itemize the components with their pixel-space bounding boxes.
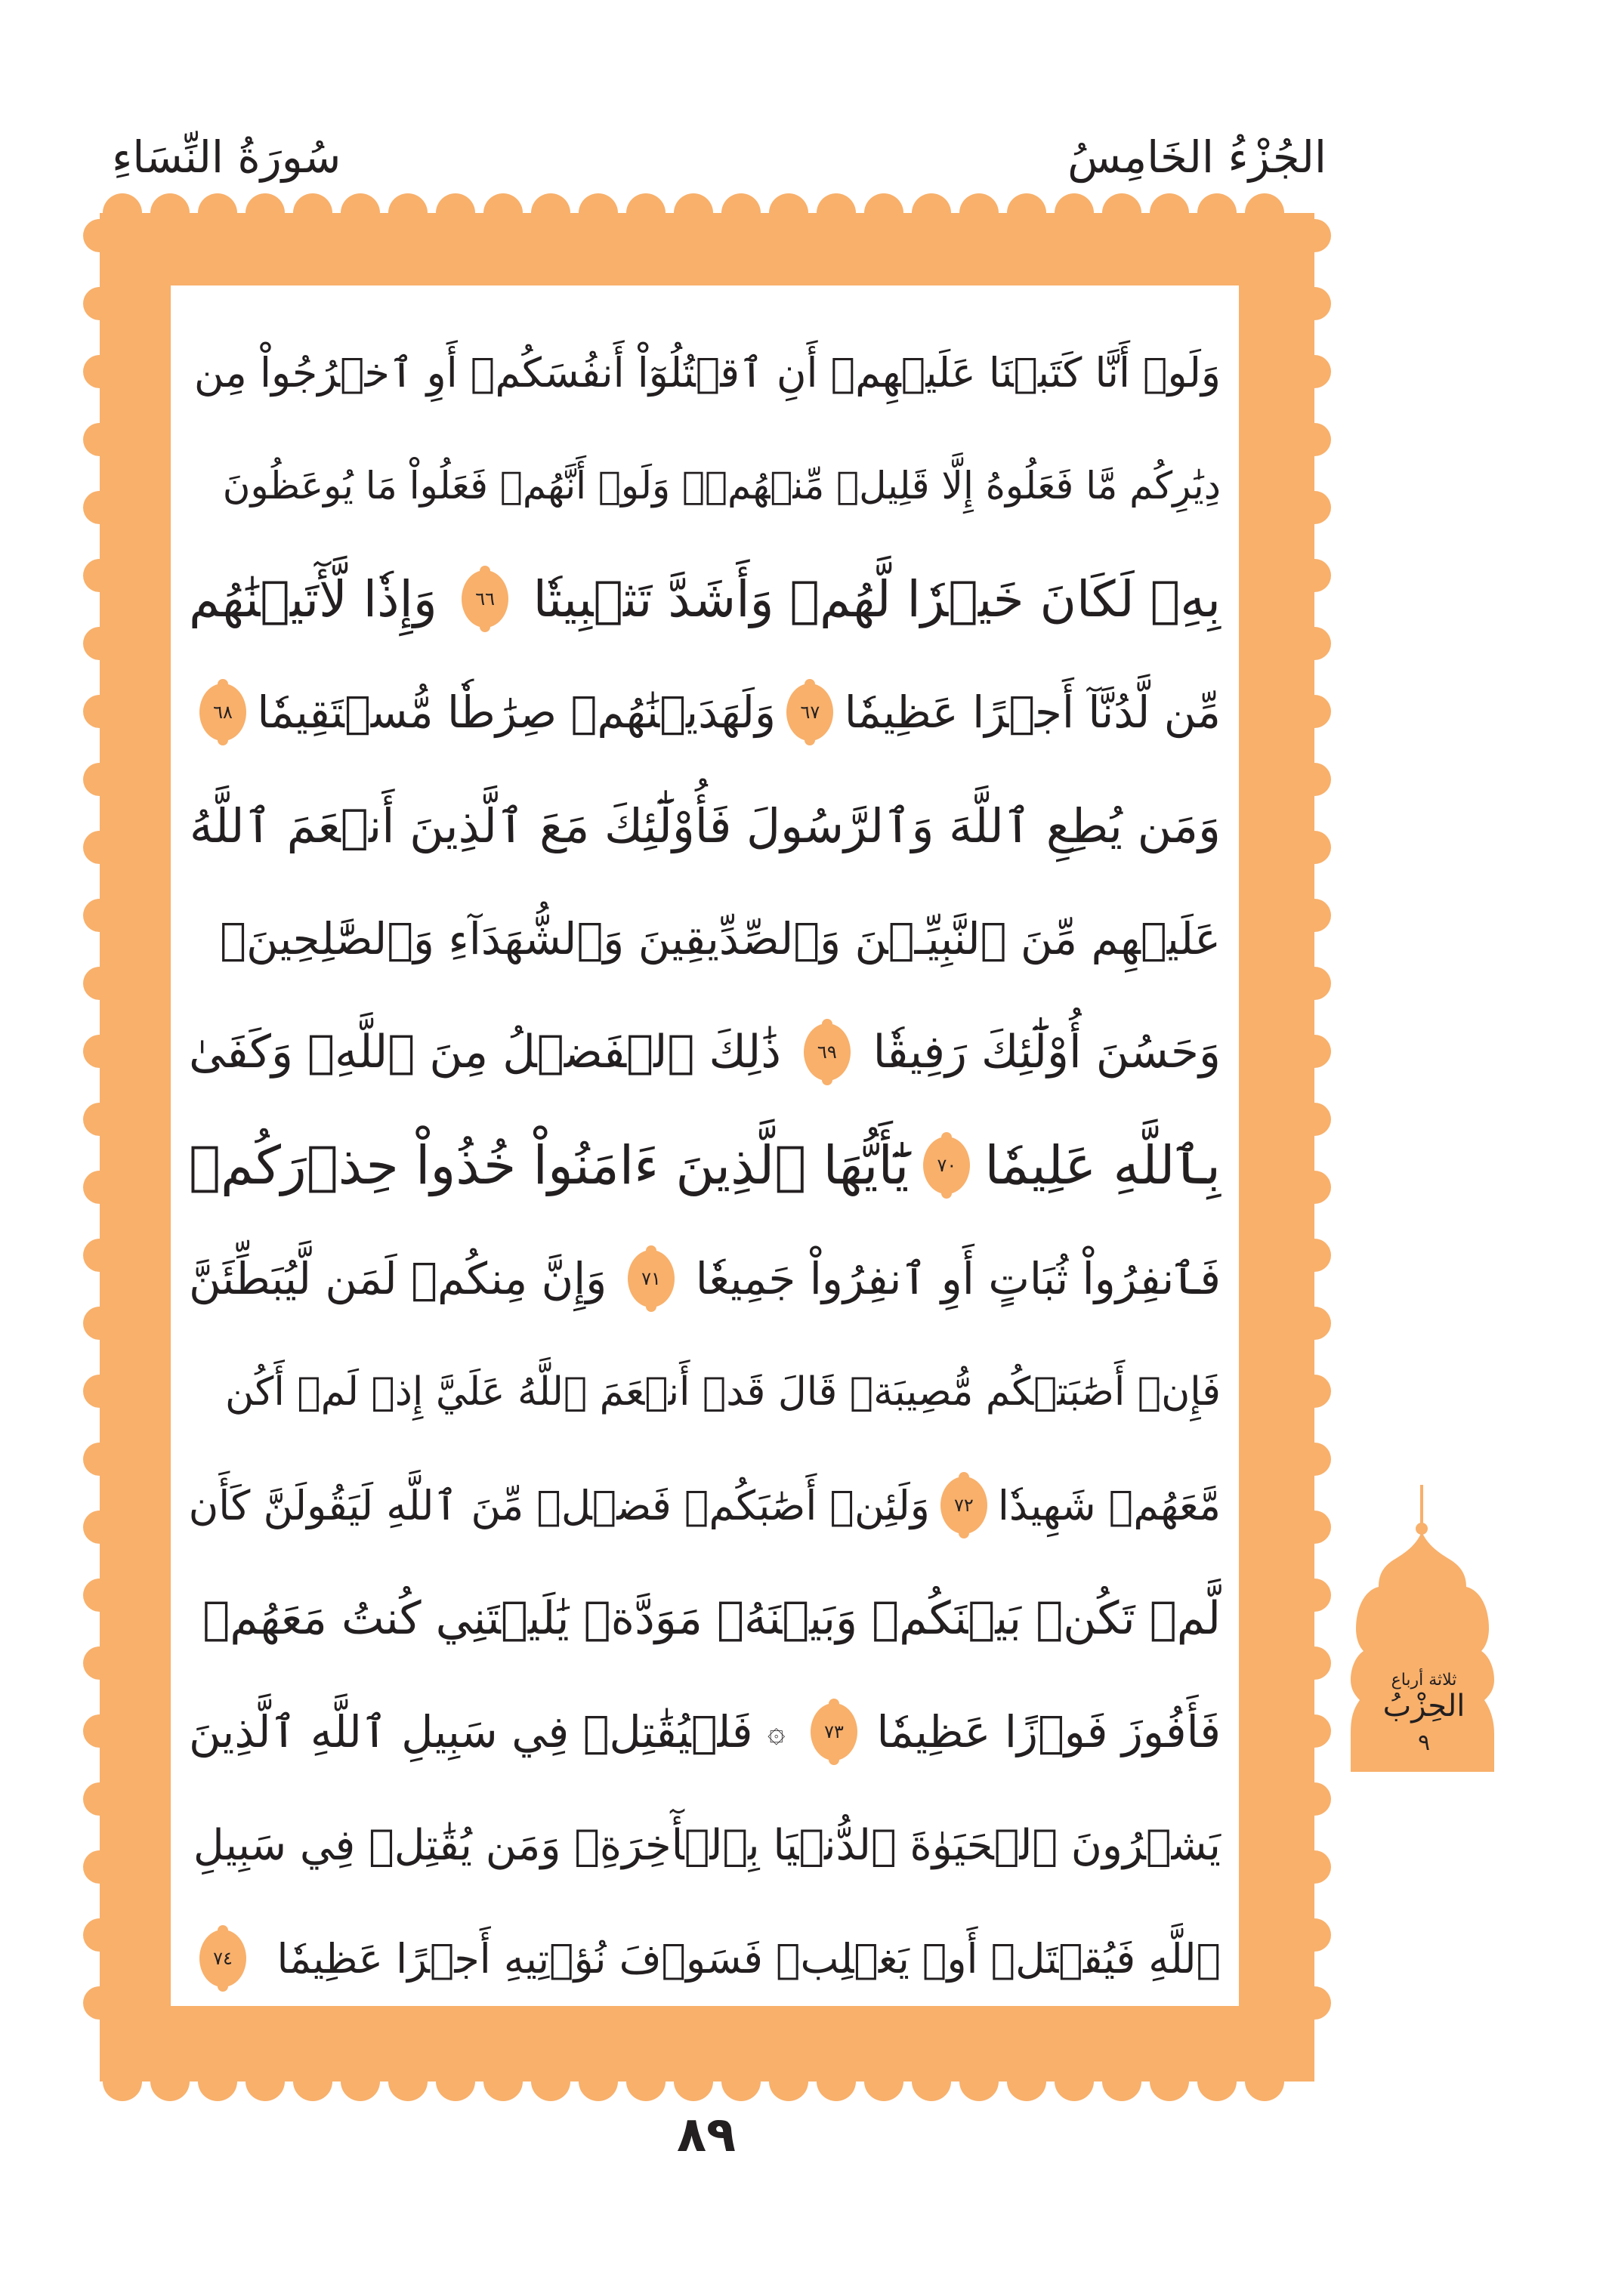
- verse-text: دِيَٰرِكُم مَّا فَعَلُوهُ إِلَّا قَلِيلٞ مِّنۡهُمۡۖ وَلَوۡ أَنَّهُمۡ فَعَلُواْ مَا يُوعَظُونَ: [222, 464, 1221, 508]
- ayah-number-marker: ٦٩: [804, 1023, 851, 1081]
- verse-text: بِٱللَّهِ عَلِيمٗا: [984, 1134, 1221, 1196]
- ayah-number-marker: ٧٣: [811, 1703, 857, 1761]
- verse-line: [189, 1675, 1221, 1788]
- verse-lines: [189, 316, 1221, 2015]
- verse-text: يَشۡرُونَ ٱلۡحَيَوٰةَ ٱلدُّنۡيَا بِٱلۡأٓخِرَةِۚ وَمَن يُقَٰتِلۡ فِي سَبِيلِ: [193, 1820, 1221, 1870]
- hizb-number: ٩: [1417, 1730, 1431, 1756]
- page-number: ٨٩: [676, 2107, 737, 2163]
- verse-line: [189, 1222, 1221, 1335]
- juz-header: الجُزْءُ الخَامِسُ: [1067, 131, 1326, 183]
- verse-text: وَلَئِنۡ أَصَٰبَكُمۡ فَضۡلٞ مِّنَ ٱللَّهِ لَيَقُولَنَّ كَأَن: [188, 1481, 930, 1529]
- verse-line: [189, 882, 1221, 995]
- verse-line: [189, 542, 1221, 656]
- ayah-number-marker: ٦٧: [786, 684, 833, 741]
- verse-text: وَإِنَّ مِنكُمۡ لَمَن لَّيُبَطِّئَنَّ: [189, 1253, 607, 1304]
- ayah-number-marker: ٧٢: [940, 1477, 987, 1534]
- verse-text: وَلَهَدَيۡنَٰهُمۡ صِرَٰطٗا مُّسۡتَقِيمٗا: [257, 687, 776, 738]
- verse-text: ذَٰلِكَ ٱلۡفَضۡلُ مِنَ ٱللَّهِۚ وَكَفَىٰ: [189, 1026, 782, 1079]
- verse-line: [189, 1902, 1221, 2015]
- verse-line: [189, 316, 1221, 429]
- verse-line: [189, 1109, 1221, 1222]
- verse-text: وَحَسُنَ أُوْلَٰٓئِكَ رَفِيقٗا: [872, 1026, 1221, 1079]
- ayah-number-marker: ٦٨: [199, 684, 246, 741]
- verse-text: فَٱنفِرُواْ ثُبَاتٍ أَوِ ٱنفِرُواْ جَمِيعٗا: [695, 1253, 1221, 1304]
- verse-text: بِهِۦ لَكَانَ خَيۡرٗا لَّهُمۡ وَأَشَدَّ تَثۡبِيتٗا: [533, 569, 1221, 628]
- verse-text: فَلۡيُقَٰتِلۡ فِي سَبِيلِ ٱللَّهِ ٱلَّذِينَ: [189, 1706, 753, 1757]
- ayah-number-marker: ٧٤: [199, 1930, 246, 1987]
- verse-line: [189, 1788, 1221, 1902]
- verse-line: [189, 995, 1221, 1109]
- verse-text: وَلَوۡ أَنَّا كَتَبۡنَا عَلَيۡهِمۡ أَنِ ٱقۡتُلُوٓاْ أَنفُسَكُمۡ أَوِ ٱخۡرُجُواْ مِن: [193, 348, 1221, 397]
- surah-header: سُورَةُ النِّسَاءِ: [112, 131, 341, 183]
- verse-line: [189, 769, 1221, 882]
- verse-text: ٱللَّهِ فَيُقۡتَلۡ أَوۡ يَغۡلِبۡ فَسَوۡفَ نُؤۡتِيهِ أَجۡرًا عَظِيمٗا: [276, 1934, 1221, 1983]
- verse-text: لَّمۡ تَكُنۢ بَيۡنَكُمۡ وَبَيۡنَهُۥ مَوَدَّةٞ يَٰلَيۡتَنِي كُنتُ مَعَهُمۡ: [202, 1592, 1221, 1645]
- verse-text: مِّن لَّدُنَّآ أَجۡرًا عَظِيمٗا: [844, 687, 1221, 738]
- ayah-number-marker: ٧١: [628, 1250, 675, 1307]
- rub-el-hizb-icon: ۞: [767, 1714, 786, 1749]
- verse-text: يَٰٓأَيُّهَا ٱلَّذِينَ ءَامَنُواْ خُذُواْ حِذۡرَكُمۡ: [189, 1134, 910, 1196]
- ayah-number-marker: ٦٦: [462, 570, 508, 628]
- verse-text: عَلَيۡهِم مِّنَ ٱلنَّبِيِّـۧنَ وَٱلصِّدِّيقِينَ وَٱلشُّهَدَآءِ وَٱلصَّٰلِحِينَۚ: [220, 913, 1221, 964]
- verse-text: وَمَن يُطِعِ ٱللَّهَ وَٱلرَّسُولَ فَأُوْلَٰٓئِكَ مَعَ ٱلَّذِينَ أَنۡعَمَ ٱللَّهُ: [189, 798, 1221, 853]
- verse-text: مَّعَهُمۡ شَهِيدٗا: [997, 1481, 1221, 1529]
- verse-text: فَأَفُوزَ فَوۡزًا عَظِيمٗا: [876, 1706, 1221, 1757]
- verse-line: [189, 1562, 1221, 1675]
- verse-line: [189, 1449, 1221, 1562]
- hizb-fraction: ثلاثة أرباع: [1391, 1671, 1457, 1690]
- verse-line: [189, 656, 1221, 769]
- hizb-label: الحِزْبُ: [1382, 1689, 1465, 1724]
- ayah-number-marker: ٧٠: [923, 1137, 970, 1194]
- verse-text: فَإِنۡ أَصَٰبَتۡكُم مُّصِيبَةٞ قَالَ قَدۡ أَنۡعَمَ ٱللَّهُ عَلَيَّ إِذۡ لَمۡ أَكُن: [225, 1369, 1221, 1415]
- verse-text: وَإِذٗا لَّأٓتَيۡنَٰهُم: [189, 569, 437, 628]
- text-panel: [171, 285, 1239, 2006]
- verse-line: [189, 1335, 1221, 1449]
- verse-line: [189, 429, 1221, 542]
